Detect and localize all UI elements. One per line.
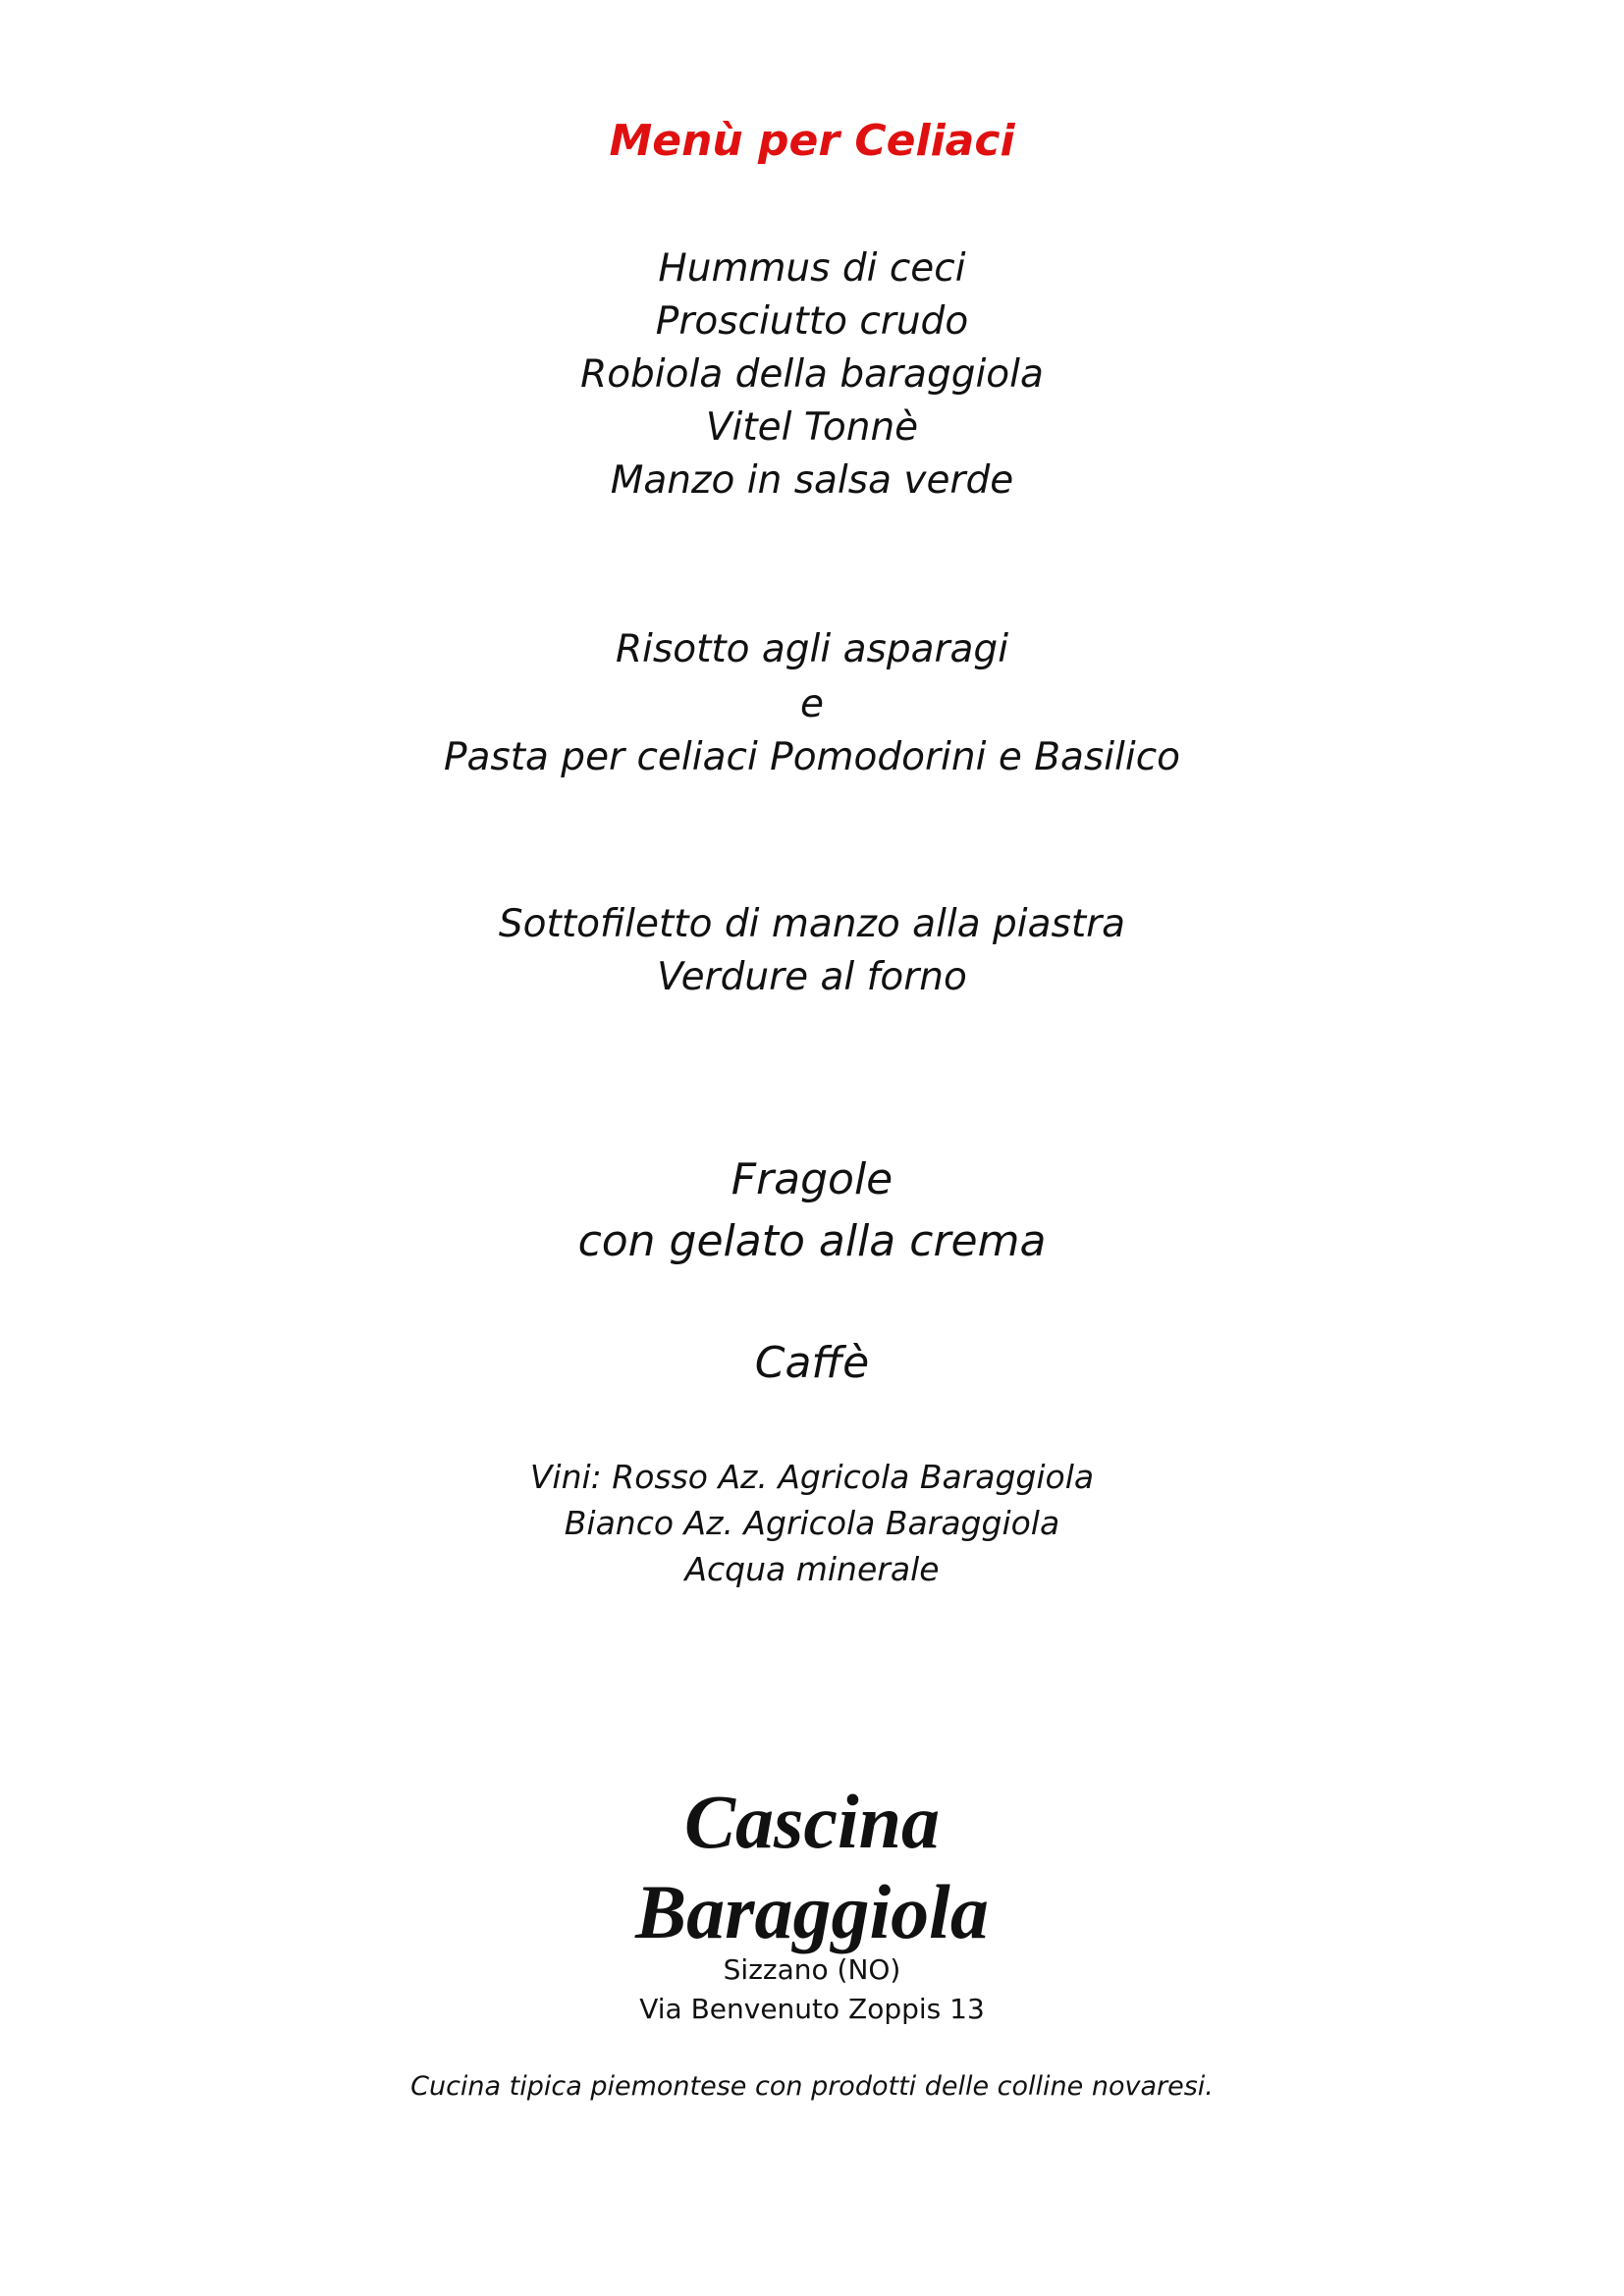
coffee-item: Caffè bbox=[754, 1338, 870, 1388]
secondo-item: Sottofiletto di manzo alla piastra bbox=[498, 902, 1126, 946]
restaurant-name-line-2: Baraggiola bbox=[635, 1869, 989, 1954]
side-dish-item: Verdure al forno bbox=[657, 955, 967, 999]
restaurant-name-line-1: Cascina bbox=[683, 1779, 941, 1864]
white-wine-item: Bianco Az. Agricola Baraggiola bbox=[564, 1504, 1060, 1542]
dessert-item: Fragole bbox=[731, 1154, 893, 1204]
primo-connector: e bbox=[800, 682, 824, 726]
dessert-detail: con gelato alla crema bbox=[577, 1216, 1047, 1266]
antipasto-item: Vitel Tonnè bbox=[705, 405, 919, 450]
antipasto-item: Hummus di ceci bbox=[658, 246, 966, 291]
water-item: Acqua minerale bbox=[684, 1550, 940, 1588]
restaurant-address: Via Benvenuto Zoppis 13 bbox=[639, 1993, 985, 2025]
antipasto-item: Robiola della baraggiola bbox=[580, 352, 1044, 397]
restaurant-location: Sizzano (NO) bbox=[723, 1953, 901, 1986]
antipasto-item: Prosciutto crudo bbox=[655, 299, 969, 344]
antipasto-item: Manzo in salsa verde bbox=[610, 458, 1014, 503]
menu-title: Menù per Celiaci bbox=[609, 116, 1015, 166]
primo-item: Pasta per celiaci Pomodorini e Basilico bbox=[443, 735, 1181, 779]
red-wine-item: Vini: Rosso Az. Agricola Baraggiola bbox=[529, 1458, 1095, 1496]
restaurant-tagline: Cucina tipica piemontese con prodotti delle colline novaresi. bbox=[410, 2071, 1214, 2102]
primo-item: Risotto agli asparagi bbox=[615, 627, 1009, 671]
